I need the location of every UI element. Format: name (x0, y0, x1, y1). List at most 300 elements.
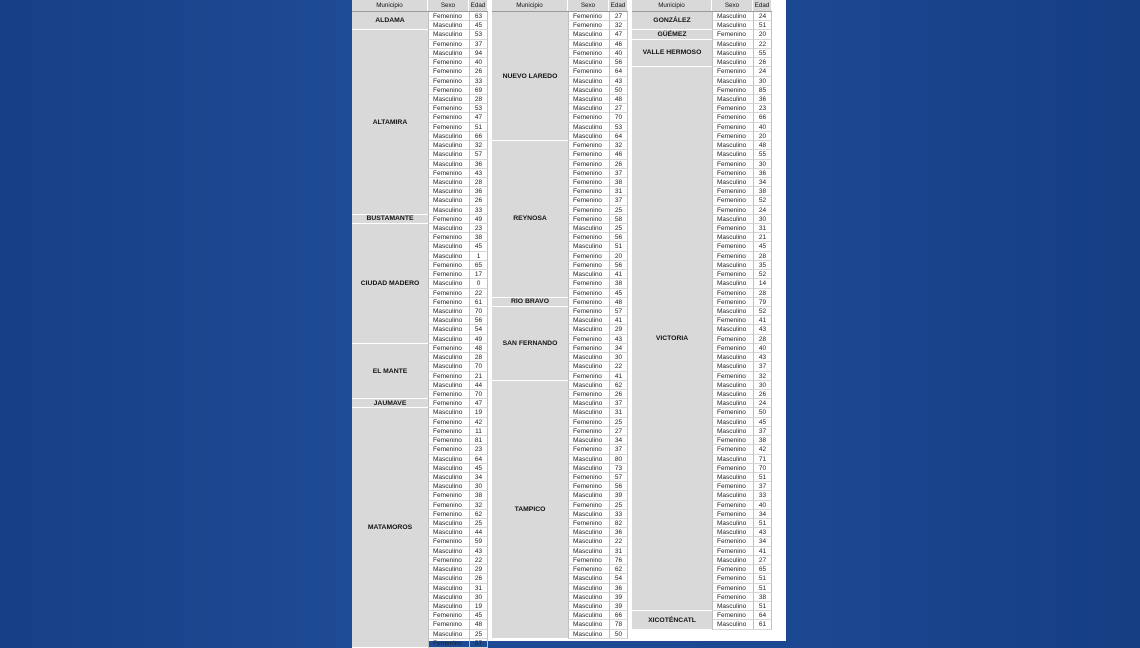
edad-cell: 38 (753, 187, 772, 196)
sexo-cell: Masculino (428, 547, 469, 556)
edad-cell: 39 (609, 593, 628, 602)
sexo-cell: Femenino (568, 49, 609, 58)
table-row (428, 408, 488, 417)
table-row (568, 537, 628, 546)
edad-cell: 41 (609, 270, 628, 279)
table-row (428, 187, 488, 196)
edad-cell: 81 (469, 436, 488, 445)
edad-cell: 47 (469, 113, 488, 122)
municipio-cell: VALLE HERMOSO (632, 40, 712, 68)
sexo-cell: Masculino (712, 261, 753, 270)
edad-cell: 24 (753, 399, 772, 408)
table-row (568, 620, 628, 629)
municipio-cell: RÍO BRAVO (492, 298, 568, 307)
sexo-cell: Femenino (568, 12, 609, 21)
table-row (428, 215, 488, 224)
sexo-cell: Masculino (568, 325, 609, 334)
edad-cell: 26 (609, 160, 628, 169)
edad-cell: 37 (609, 169, 628, 178)
edad-cell: 40 (753, 501, 772, 510)
sexo-cell: Femenino (712, 132, 753, 141)
table-row (568, 574, 628, 583)
edad-cell: 43 (469, 547, 488, 556)
table-row (428, 335, 488, 344)
table-row (568, 501, 628, 510)
edad-cell: 70 (469, 307, 488, 316)
sexo-cell: Masculino (568, 77, 609, 86)
table-row (712, 307, 772, 316)
edad-cell: 19 (469, 602, 488, 611)
table-row (712, 233, 772, 242)
table-row (428, 233, 488, 242)
sexo-cell: Femenino (428, 344, 469, 353)
sexo-cell: Masculino (428, 519, 469, 528)
table-row (712, 353, 772, 362)
table-row (712, 547, 772, 556)
municipio-cell: JAUMAVE (352, 399, 428, 408)
sexo-cell: Masculino (428, 381, 469, 390)
edad-cell: 45 (753, 242, 772, 251)
edad-cell: 79 (753, 298, 772, 307)
edad-cell: 33 (753, 491, 772, 500)
edad-cell: 70 (469, 390, 488, 399)
sexo-cell: Masculino (428, 630, 469, 639)
table-row (568, 77, 628, 86)
sexo-cell: Masculino (712, 602, 753, 611)
sexo-cell: Femenino (428, 40, 469, 49)
sexo-cell: Femenino (428, 104, 469, 113)
header-edad: Edad (753, 0, 772, 11)
sexo-cell: Masculino (568, 30, 609, 39)
table-row (428, 206, 488, 215)
edad-cell: 32 (753, 372, 772, 381)
table-row (428, 547, 488, 556)
table-header (352, 0, 488, 12)
sexo-cell: Masculino (428, 30, 469, 39)
edad-cell: 37 (609, 196, 628, 205)
rows-column (568, 12, 628, 639)
sexo-cell: Masculino (568, 547, 609, 556)
edad-cell: 25 (609, 418, 628, 427)
header-municipio: Municipio (632, 0, 712, 11)
sexo-cell: Femenino (568, 178, 609, 187)
edad-cell: 46 (609, 40, 628, 49)
sexo-cell: Femenino (712, 67, 753, 76)
table-row (428, 49, 488, 58)
sexo-cell: Masculino (712, 58, 753, 67)
table-row (428, 344, 488, 353)
edad-cell: 66 (609, 611, 628, 620)
edad-cell: 20 (753, 132, 772, 141)
sexo-cell: Femenino (568, 160, 609, 169)
sexo-cell: Masculino (568, 362, 609, 371)
edad-cell: 36 (609, 584, 628, 593)
edad-cell: 76 (609, 556, 628, 565)
table-row (568, 160, 628, 169)
sexo-cell: Femenino (428, 86, 469, 95)
edad-cell: 37 (609, 445, 628, 454)
table-row (712, 141, 772, 150)
sexo-cell: Masculino (428, 279, 469, 288)
edad-cell: 23 (469, 224, 488, 233)
table-row (712, 215, 772, 224)
sexo-cell: Masculino (428, 21, 469, 30)
sexo-cell: Masculino (428, 602, 469, 611)
table-row (712, 160, 772, 169)
edad-cell: 31 (609, 547, 628, 556)
edad-cell: 41 (609, 316, 628, 325)
sexo-cell: Femenino (712, 574, 753, 583)
sexo-cell: Masculino (568, 602, 609, 611)
sexo-cell: Masculino (712, 141, 753, 150)
edad-cell: 61 (753, 620, 772, 629)
edad-cell: 42 (753, 445, 772, 454)
sexo-cell: Masculino (568, 584, 609, 593)
edad-cell: 1 (469, 252, 488, 261)
edad-cell: 37 (609, 399, 628, 408)
sexo-cell: Femenino (428, 58, 469, 67)
table-row (712, 464, 772, 473)
sexo-cell: Femenino (568, 67, 609, 76)
sexo-cell: Masculino (712, 491, 753, 500)
edad-cell: 22 (609, 537, 628, 546)
table-row (712, 279, 772, 288)
edad-cell: 53 (469, 104, 488, 113)
data-sheet (352, 0, 786, 647)
table-row (712, 67, 772, 76)
table-row (712, 224, 772, 233)
rows-column (428, 12, 488, 648)
edad-cell: 25 (609, 224, 628, 233)
edad-cell: 33 (469, 77, 488, 86)
table-row (428, 242, 488, 251)
table-row (712, 427, 772, 436)
edad-cell: 58 (609, 215, 628, 224)
table-row (568, 325, 628, 334)
sexo-cell: Masculino (428, 408, 469, 417)
table-row (428, 491, 488, 500)
edad-cell: 69 (469, 86, 488, 95)
table-row (428, 252, 488, 261)
table-row (428, 455, 488, 464)
table-row (712, 206, 772, 215)
edad-cell: 29 (609, 325, 628, 334)
edad-cell: 50 (609, 630, 628, 639)
table-row (568, 464, 628, 473)
sexo-cell: Femenino (712, 289, 753, 298)
table-row (428, 178, 488, 187)
sexo-cell: Masculino (712, 279, 753, 288)
municipio-cell: CIUDAD MADERO (352, 224, 428, 344)
edad-cell: 37 (753, 427, 772, 436)
table-column-2 (492, 0, 628, 641)
sexo-cell: Masculino (428, 160, 469, 169)
table-row (428, 611, 488, 620)
table-row (712, 21, 772, 30)
table-row (568, 206, 628, 215)
table-row (568, 528, 628, 537)
sexo-cell: Femenino (712, 206, 753, 215)
table-row (568, 104, 628, 113)
table-row (712, 510, 772, 519)
sexo-cell: Masculino (568, 242, 609, 251)
table-row (568, 58, 628, 67)
sexo-cell: Masculino (568, 132, 609, 141)
edad-cell: 37 (469, 40, 488, 49)
table-row (568, 298, 628, 307)
table-row (428, 381, 488, 390)
table-row (568, 49, 628, 58)
edad-cell: 28 (469, 95, 488, 104)
edad-cell: 49 (469, 335, 488, 344)
sexo-cell: Masculino (712, 519, 753, 528)
edad-cell: 26 (753, 390, 772, 399)
edad-cell: 26 (469, 574, 488, 583)
table-row (428, 307, 488, 316)
edad-cell: 34 (469, 473, 488, 482)
edad-cell: 56 (609, 233, 628, 242)
sexo-cell: Femenino (712, 160, 753, 169)
table-row (428, 556, 488, 565)
edad-cell: 27 (609, 12, 628, 21)
edad-cell: 61 (469, 298, 488, 307)
table-row (712, 611, 772, 620)
table-row (568, 372, 628, 381)
table-row (568, 261, 628, 270)
edad-cell: 38 (753, 593, 772, 602)
table-row (712, 436, 772, 445)
table-row (712, 178, 772, 187)
edad-cell: 44 (469, 528, 488, 537)
sexo-cell: Femenino (568, 335, 609, 344)
edad-cell: 54 (609, 574, 628, 583)
table-row (568, 593, 628, 602)
edad-cell: 85 (753, 86, 772, 95)
edad-cell: 57 (469, 150, 488, 159)
edad-cell: 26 (469, 196, 488, 205)
table-row (428, 519, 488, 528)
sexo-cell: Femenino (428, 399, 469, 408)
table-row (712, 620, 772, 629)
table-row (712, 473, 772, 482)
edad-cell: 25 (609, 206, 628, 215)
edad-cell: 40 (609, 49, 628, 58)
table-row (568, 427, 628, 436)
sexo-cell: Masculino (712, 353, 753, 362)
table-row (712, 196, 772, 205)
table-row (712, 40, 772, 49)
edad-cell: 94 (469, 49, 488, 58)
edad-cell: 50 (609, 86, 628, 95)
sexo-cell: Femenino (568, 473, 609, 482)
sexo-cell: Femenino (712, 482, 753, 491)
table-row (428, 196, 488, 205)
edad-cell: 34 (753, 178, 772, 187)
edad-cell: 32 (469, 501, 488, 510)
sexo-cell: Masculino (428, 95, 469, 104)
sexo-cell: Masculino (568, 436, 609, 445)
sexo-cell: Masculino (428, 455, 469, 464)
table-row (428, 150, 488, 159)
sexo-cell: Femenino (428, 436, 469, 445)
edad-cell: 24 (753, 67, 772, 76)
edad-cell: 27 (609, 104, 628, 113)
sexo-cell: Femenino (568, 150, 609, 159)
table-row (712, 289, 772, 298)
edad-cell: 51 (753, 519, 772, 528)
sexo-cell: Masculino (568, 40, 609, 49)
table-row (568, 233, 628, 242)
sexo-cell: Femenino (712, 372, 753, 381)
sexo-cell: Masculino (428, 187, 469, 196)
sexo-cell: Masculino (712, 455, 753, 464)
table-row (568, 270, 628, 279)
table-row (712, 455, 772, 464)
sexo-cell: Masculino (568, 464, 609, 473)
sexo-cell: Femenino (712, 408, 753, 417)
municipio-cell: XICOTÉNCATL (632, 611, 712, 629)
table-row (428, 289, 488, 298)
sexo-cell: Femenino (568, 307, 609, 316)
table-row (712, 270, 772, 279)
sexo-cell: Femenino (568, 196, 609, 205)
table-row (568, 436, 628, 445)
edad-cell: 17 (469, 270, 488, 279)
sexo-cell: Masculino (428, 316, 469, 325)
edad-cell: 51 (753, 584, 772, 593)
edad-cell: 51 (469, 123, 488, 132)
edad-cell: 30 (609, 353, 628, 362)
edad-cell: 31 (609, 408, 628, 417)
table-row (712, 169, 772, 178)
sexo-cell: Masculino (428, 593, 469, 602)
sexo-cell: Masculino (568, 510, 609, 519)
edad-cell: 46 (609, 150, 628, 159)
sexo-cell: Femenino (568, 445, 609, 454)
edad-cell: 38 (609, 279, 628, 288)
sexo-cell: Femenino (712, 169, 753, 178)
table-row (568, 418, 628, 427)
sexo-cell: Masculino (712, 620, 753, 629)
edad-cell: 32 (609, 21, 628, 30)
table-row (712, 12, 772, 21)
edad-cell: 41 (753, 547, 772, 556)
sexo-cell: Masculino (712, 77, 753, 86)
table-row (568, 289, 628, 298)
table-row (568, 12, 628, 21)
table-row (568, 399, 628, 408)
edad-cell: 20 (753, 30, 772, 39)
edad-cell: 26 (609, 390, 628, 399)
table-row (428, 630, 488, 639)
sexo-cell: Masculino (568, 528, 609, 537)
rows-column (712, 12, 772, 630)
table-row (428, 86, 488, 95)
edad-cell: 26 (753, 58, 772, 67)
edad-cell: 55 (753, 150, 772, 159)
table-row (428, 270, 488, 279)
edad-cell: 43 (753, 528, 772, 537)
edad-cell: 0 (469, 279, 488, 288)
sexo-cell: Femenino (712, 445, 753, 454)
sexo-cell: Femenino (428, 556, 469, 565)
sexo-cell: Femenino (712, 298, 753, 307)
municipio-cell: REYNOSA (492, 141, 568, 298)
edad-cell: 56 (609, 261, 628, 270)
table-row (712, 150, 772, 159)
edad-cell: 78 (609, 620, 628, 629)
municipio-cell: TAMPICO (492, 381, 568, 639)
sexo-cell: Femenino (428, 639, 469, 648)
table-row (428, 141, 488, 150)
edad-cell: 62 (609, 381, 628, 390)
edad-cell: 66 (753, 113, 772, 122)
sexo-cell: Masculino (428, 574, 469, 583)
table-row (712, 187, 772, 196)
sexo-cell: Masculino (428, 252, 469, 261)
table-row (428, 224, 488, 233)
table-row (568, 95, 628, 104)
table-row (712, 565, 772, 574)
table-row (568, 482, 628, 491)
edad-cell: 29 (469, 565, 488, 574)
sexo-cell: Masculino (568, 58, 609, 67)
edad-cell: 34 (753, 510, 772, 519)
edad-cell: 38 (469, 491, 488, 500)
edad-cell: 66 (469, 132, 488, 141)
table-row (712, 344, 772, 353)
table-row (428, 77, 488, 86)
table-row (428, 169, 488, 178)
municipio-cell: GÜÉMEZ (632, 30, 712, 39)
edad-cell: 22 (609, 362, 628, 371)
edad-cell: 70 (469, 362, 488, 371)
table-row (428, 298, 488, 307)
table-row (568, 67, 628, 76)
table-row (712, 335, 772, 344)
sexo-cell: Femenino (712, 224, 753, 233)
table-row (568, 630, 628, 639)
table-row (568, 150, 628, 159)
edad-cell: 35 (753, 261, 772, 270)
edad-cell: 51 (753, 473, 772, 482)
sexo-cell: Masculino (712, 215, 753, 224)
table-row (428, 261, 488, 270)
edad-cell: 45 (469, 242, 488, 251)
sexo-cell: Masculino (568, 270, 609, 279)
edad-cell: 27 (753, 556, 772, 565)
edad-cell: 26 (469, 67, 488, 76)
table-row (568, 252, 628, 261)
municipio-cell: ALDAMA (352, 12, 428, 30)
table-row (428, 113, 488, 122)
table-row (568, 565, 628, 574)
sexo-cell: Femenino (712, 565, 753, 574)
sexo-cell: Femenino (712, 187, 753, 196)
table-row (428, 482, 488, 491)
municipio-column (632, 12, 712, 630)
sexo-cell: Femenino (712, 252, 753, 261)
edad-cell: 19 (469, 408, 488, 417)
table-row (712, 372, 772, 381)
edad-cell: 64 (469, 455, 488, 464)
edad-cell: 59 (469, 537, 488, 546)
sexo-cell: Masculino (428, 49, 469, 58)
sexo-cell: Femenino (428, 113, 469, 122)
table-row (712, 528, 772, 537)
sexo-cell: Femenino (568, 565, 609, 574)
table-row (428, 574, 488, 583)
